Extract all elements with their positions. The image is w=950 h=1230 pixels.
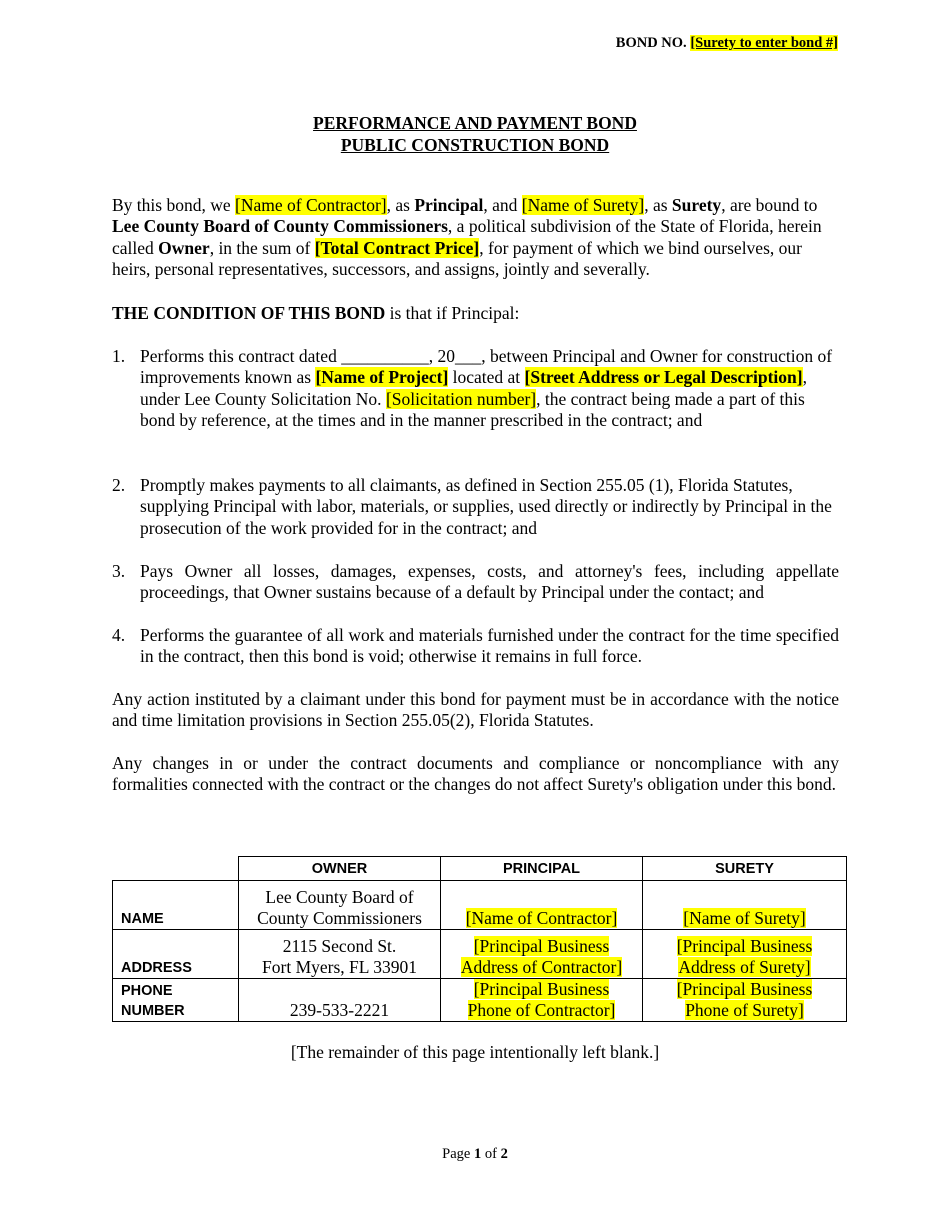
intro-text: , a political subdivision of the State of Florida, herein called	[112, 216, 822, 258]
document-title	[0, 112, 950, 156]
surety-address-cell	[643, 930, 847, 979]
owner-name-line: Lee County Board of	[265, 887, 414, 907]
bond-number	[616, 35, 838, 52]
remainder-note: [The remainder of this page intentionally left blank.]	[290, 1042, 660, 1062]
intro-paragraph	[112, 195, 839, 281]
principal-name-cell	[441, 881, 643, 930]
owner-name: Lee County Board of County Commissioners	[112, 216, 448, 237]
item-2-number: 2.	[112, 475, 126, 495]
surety-phone-line: [Principal Business	[676, 979, 813, 999]
owner-header: OWNER	[239, 857, 441, 881]
principal-address-line: [Principal Business	[473, 936, 610, 956]
item-text: located at	[448, 367, 525, 388]
principal-term: Principal	[414, 195, 484, 215]
item-text: , under Lee County Solicitation No.	[140, 367, 807, 409]
of-word: of	[484, 1146, 497, 1162]
item-2-text: Promptly makes payments to all claimants, as defined in Section 255.05 (1), Florida Statutes, supplying Principal with labor, materials, or supplies, used directly or indirectly by Principal in the prosecution of the work provided for in the contract; and	[140, 475, 832, 538]
intro-text: , as	[386, 195, 415, 215]
surety-name-cell	[643, 881, 847, 930]
page-footer	[0, 1146, 950, 1163]
table-row	[113, 979, 847, 1022]
surety-name: [Name of Surety]	[683, 908, 806, 928]
principal-header: PRINCIPAL	[441, 857, 643, 881]
principal-address-line: Address of Contractor]	[460, 957, 623, 977]
blank-header	[113, 857, 239, 881]
owner-address-line: 2115 Second St.	[282, 936, 397, 956]
page-number: 1	[473, 1146, 482, 1162]
owner-name-cell	[239, 881, 441, 930]
title-line-2: PUBLIC CONSTRUCTION BOND	[340, 135, 610, 155]
owner-address-cell	[239, 930, 441, 979]
intro-text: , for payment of which we bind ourselves, our heirs, personal representatives, successors, and assigns, jointly and severally.	[112, 237, 802, 280]
owner-address-line: Fort Myers, FL 33901	[262, 957, 417, 977]
phone-label-line: NUMBER	[121, 1003, 185, 1019]
name-label: NAME	[113, 881, 239, 930]
surety-phone-cell	[643, 979, 847, 1022]
surety-header: SURETY	[643, 857, 847, 881]
item-text: Performs this contract dated __________, 20___, between Principal and Owner for construction of improvements known as	[140, 346, 833, 388]
principal-phone-cell	[441, 979, 643, 1022]
item-1-number: 1.	[112, 346, 126, 366]
item-1-text	[140, 346, 839, 432]
intro-text: , as	[644, 195, 672, 215]
condition-heading	[112, 303, 839, 324]
action-paragraph: Any action instituted by a claimant under this bond for payment must be in accordance with the notice and time limitation provisions in Section 255.05(2), Florida Statutes.	[112, 689, 839, 731]
bond-number-label: BOND NO.	[615, 35, 687, 51]
condition-rest: is that if Principal:	[385, 303, 520, 323]
table-row	[113, 881, 847, 930]
contractor-placeholder: [Name of Contractor]	[235, 195, 387, 215]
surety-address-line: Address of Surety]	[678, 957, 811, 977]
principal-phone-line: Phone of Contractor]	[467, 1000, 616, 1020]
address-placeholder: [Street Address or Legal Description]	[524, 367, 803, 388]
owner-name-line: County Commissioners	[257, 908, 422, 928]
owner-phone-cell: 239-533-2221	[239, 979, 441, 1022]
item-4-number: 4.	[112, 625, 126, 645]
party-table	[112, 856, 847, 1022]
item-3-text: Pays Owner all losses, damages, expenses, costs, and attorney's fees, including appellate proceedings, that Owner sustains because of a default by Principal under the contact; and	[140, 561, 839, 603]
intro-text: , are bound to	[721, 195, 818, 215]
principal-phone-line: [Principal Business	[473, 979, 610, 999]
bond-number-value: [Surety to enter bond #]	[690, 35, 838, 51]
address-label: ADDRESS	[113, 930, 239, 979]
surety-address-line: [Principal Business	[676, 936, 813, 956]
principal-address-cell	[441, 930, 643, 979]
principal-name: [Name of Contractor]	[465, 908, 618, 928]
title-line-1: PERFORMANCE AND PAYMENT BOND	[313, 113, 637, 133]
intro-text: , in the sum of	[209, 237, 315, 258]
solicitation-placeholder: [Solicitation number]	[385, 388, 537, 409]
surety-term: Surety	[671, 195, 722, 215]
project-placeholder: [Name of Project]	[315, 367, 449, 388]
surety-phone-line: Phone of Surety]	[685, 1000, 804, 1020]
owner-term: Owner	[158, 237, 210, 258]
table-row	[113, 930, 847, 979]
surety-placeholder: [Name of Surety]	[521, 195, 645, 215]
item-4-text: Performs the guarantee of all work and materials furnished under the contract for the time specified in the contract, then this bond is void; otherwise it remains in full force.	[140, 625, 839, 667]
item-3-number: 3.	[112, 561, 126, 581]
phone-label	[113, 979, 239, 1022]
intro-text: , and	[483, 195, 522, 215]
page-word: Page	[442, 1146, 471, 1162]
condition-bold: THE CONDITION OF THIS BOND	[112, 303, 386, 323]
intro-text: By this bond, we	[112, 195, 235, 215]
table-header-row	[113, 857, 847, 881]
price-placeholder: [Total Contract Price]	[314, 237, 480, 258]
page-total: 2	[500, 1146, 508, 1162]
changes-paragraph: Any changes in or under the contract documents and compliance or noncompliance with any formalities connected with the contract or the changes do not affect Surety's obligation under this bond.	[112, 753, 839, 795]
item-text: , the contract being made a part of this bond by reference, at the times and in the manner prescribed in the contract; and	[140, 388, 805, 431]
phone-label-line: PHONE	[121, 983, 173, 999]
